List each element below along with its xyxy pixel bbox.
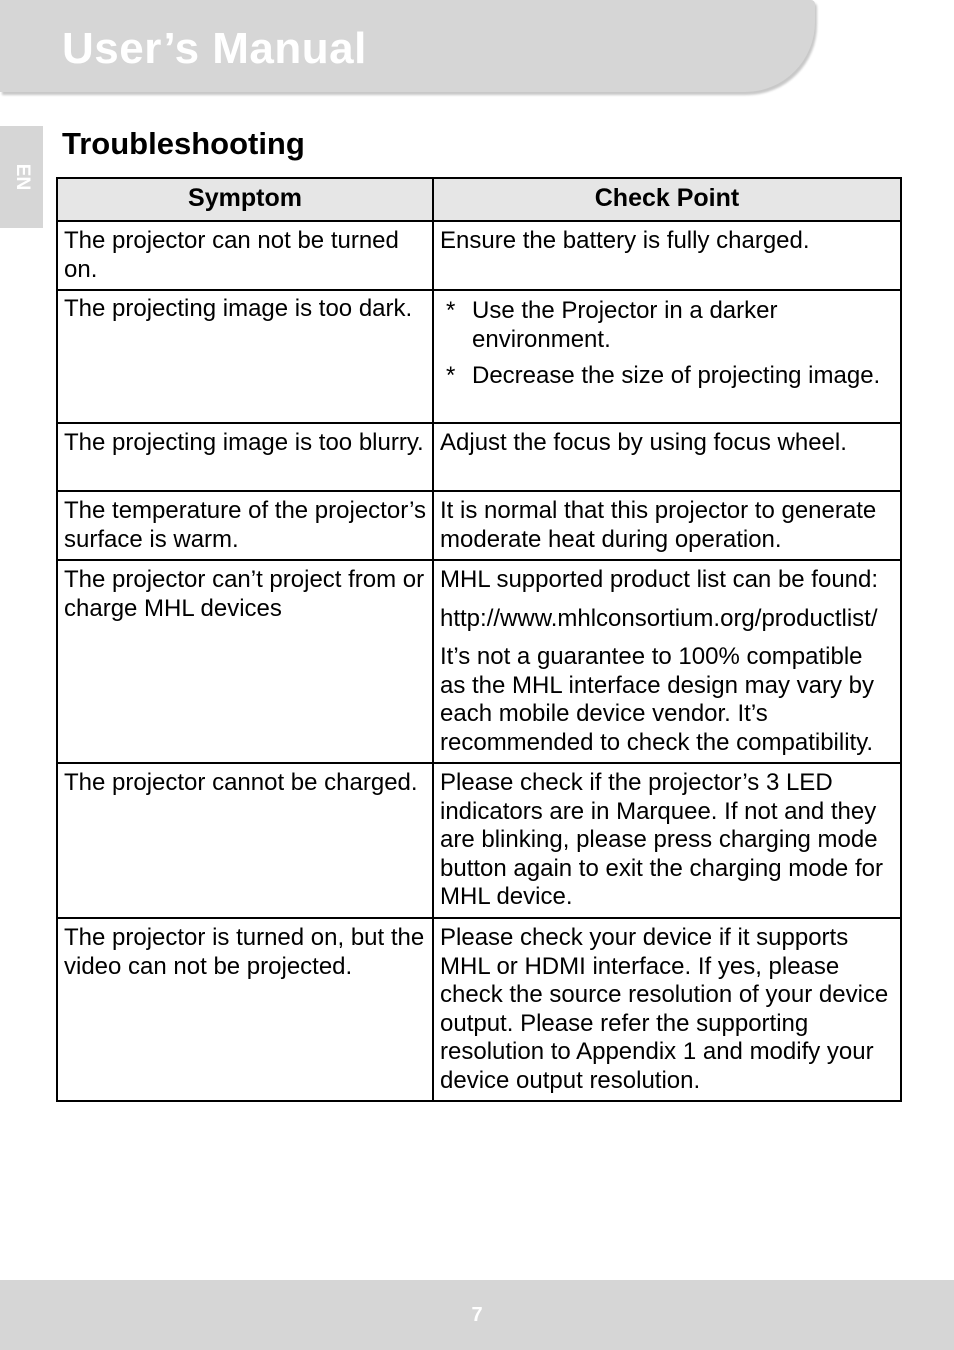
table-row	[57, 918, 901, 1101]
check-point-cell: Please check your device if it supports MHL or HDMI interface. If yes, please check the source resolution of your device output. Please refer the supporting resolution to Appendix 1 and modify your device output resolution.	[433, 918, 901, 1101]
mhl-product-list-url: http://www.mhlconsortium.org/productlist/	[440, 604, 878, 632]
symptom-cell: The projector can not be turned on.	[57, 221, 433, 290]
check-point-paragraph: MHL supported product list can be found:	[440, 566, 879, 593]
section-title: Troubleshooting	[62, 126, 305, 161]
table-row	[57, 221, 901, 290]
bullet-marker: *	[446, 297, 456, 324]
check-point-cell: It is normal that this projector to generate moderate heat during operation.	[433, 491, 901, 560]
table-row	[57, 423, 901, 491]
bullet-item	[440, 297, 894, 354]
bullet-text: Use the Projector in a darker environment.	[472, 297, 778, 353]
bullet-text: Decrease the size of projecting image.	[472, 362, 881, 389]
bullet-marker: *	[446, 362, 456, 389]
page-number: 7	[471, 1304, 483, 1326]
symptom-cell: The projecting image is too dark.	[57, 290, 433, 423]
column-header-symptom: Symptom	[57, 178, 433, 221]
header-banner	[0, 0, 815, 92]
check-point-cell: Ensure the battery is fully charged.	[433, 221, 901, 290]
table-row	[57, 491, 901, 560]
column-header-check-point: Check Point	[433, 178, 901, 221]
symptom-cell: The projecting image is too blurry.	[57, 423, 433, 491]
check-point-cell	[433, 290, 901, 423]
check-point-cell: Please check if the projector’s 3 LED indicators are in Marquee. If not and they are blinking, please press charging mode button again to exit the charging mode for MHL device.	[433, 763, 901, 918]
symptom-cell: The temperature of the projector’s surface is warm.	[57, 491, 433, 560]
table-row	[57, 560, 901, 763]
troubleshooting-table	[56, 177, 902, 1102]
check-point-cell	[433, 560, 901, 763]
table-header-row	[57, 178, 901, 221]
symptom-cell: The projector can’t project from or charge MHL devices	[57, 560, 433, 763]
manual-title: User’s Manual	[62, 24, 367, 73]
table-row	[57, 763, 901, 918]
symptom-cell: The projector cannot be charged.	[57, 763, 433, 918]
language-tab	[0, 126, 43, 228]
symptom-cell: The projector is turned on, but the video can not be projected.	[57, 918, 433, 1101]
check-point-cell: Adjust the focus by using focus wheel.	[433, 423, 901, 491]
check-point-paragraph: It’s not a guarantee to 100% compatible as the MHL interface design may vary by each mobile device vendor. It’s recommended to check the compatibility.	[440, 643, 874, 756]
table-row	[57, 290, 901, 423]
language-label: EN	[11, 163, 33, 191]
bullet-item	[440, 362, 894, 391]
